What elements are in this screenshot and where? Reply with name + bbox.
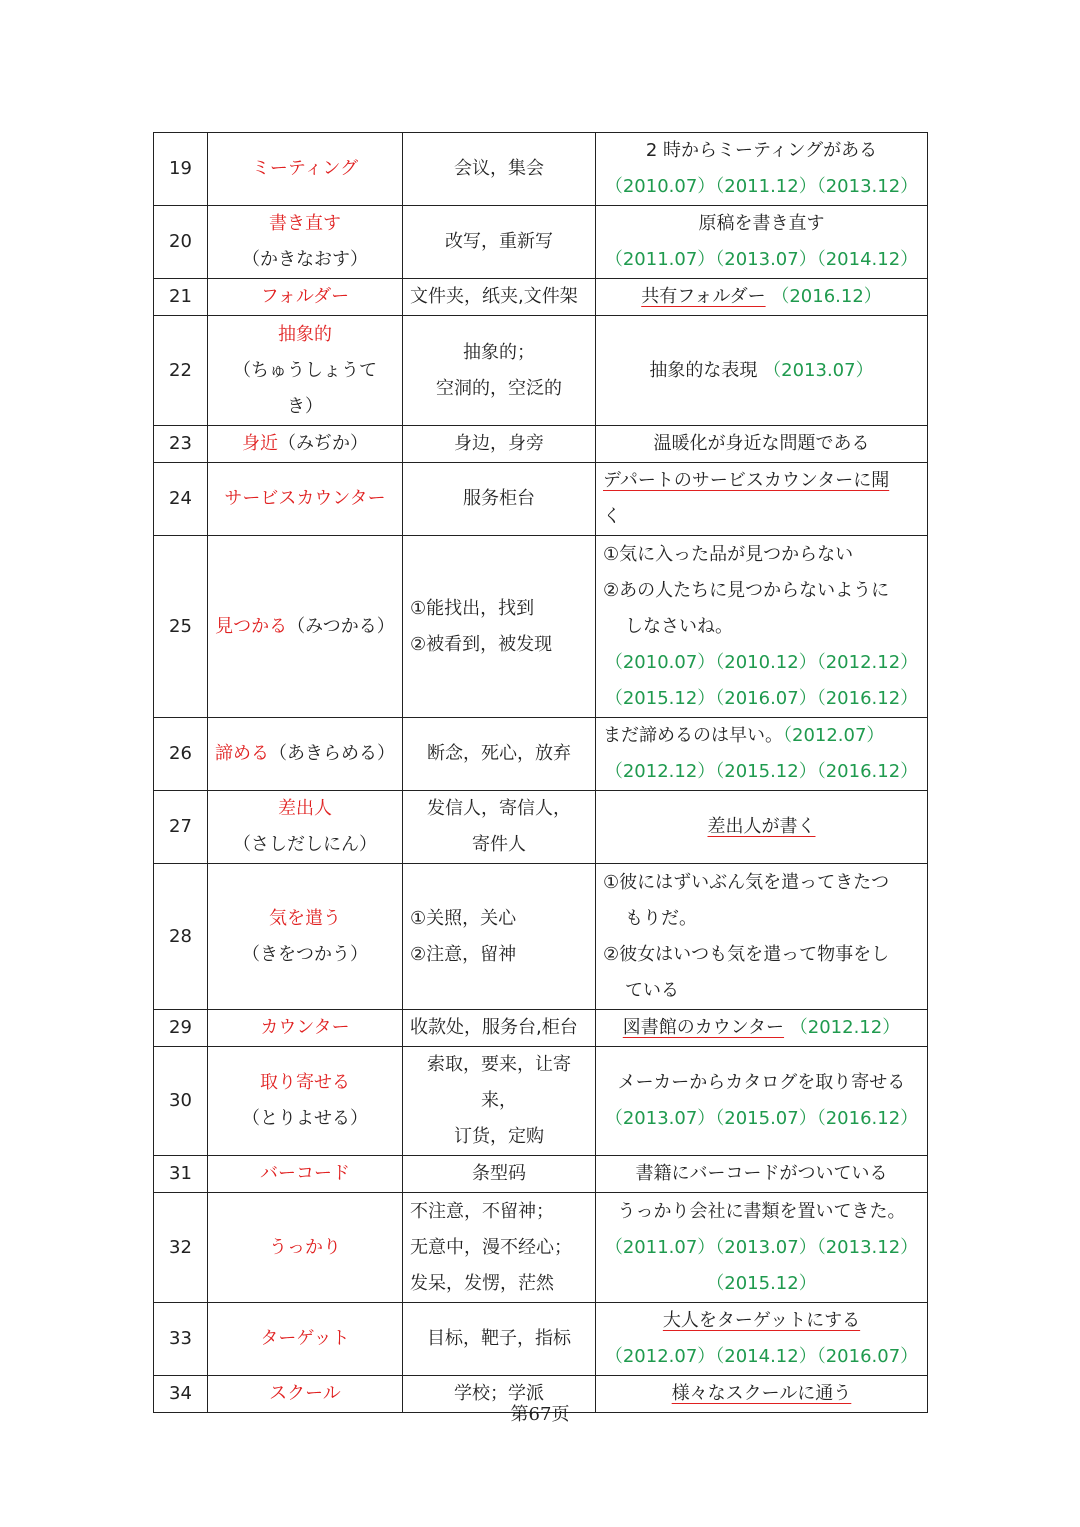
meaning-cell bbox=[403, 316, 596, 426]
exam-dates: （2011.07）（2013.07）（2013.12） bbox=[604, 1236, 919, 1258]
headword-cell bbox=[208, 133, 403, 206]
headword-reading: （きをつかう） bbox=[242, 943, 368, 965]
meaning-cell bbox=[403, 1047, 596, 1156]
headword: スクール bbox=[269, 1383, 341, 1404]
headword-cell bbox=[208, 864, 403, 1010]
row-number: 32 bbox=[154, 1193, 208, 1303]
headword-cell bbox=[208, 426, 403, 463]
meaning-cell bbox=[403, 1303, 596, 1376]
example-line: 図書館のカウンター bbox=[622, 1017, 785, 1038]
exam-dates: （2010.07）（2010.12）（2012.12） bbox=[604, 651, 919, 673]
meaning-cell bbox=[403, 1193, 596, 1303]
headword-reading: （とりよせる） bbox=[242, 1108, 368, 1129]
headword: カウンター bbox=[260, 1017, 350, 1038]
meaning-line: 会议，集会 bbox=[454, 158, 544, 179]
example-cell bbox=[596, 316, 928, 426]
table-row bbox=[154, 1193, 928, 1303]
row-number: 34 bbox=[154, 1376, 208, 1413]
example-line: 2 時からミーティングがある bbox=[645, 140, 878, 161]
meaning-line: 断念，死心，放弃 bbox=[427, 743, 571, 764]
headword: うっかり bbox=[269, 1236, 341, 1258]
meaning-cell bbox=[403, 206, 596, 279]
headword: 抽象的 bbox=[278, 323, 332, 345]
table-row bbox=[154, 426, 928, 463]
example-cell bbox=[596, 1047, 928, 1156]
example-line: もりだ。 bbox=[625, 907, 697, 929]
example-line: デパートのサービスカウンターに聞 bbox=[603, 470, 890, 491]
headword: 書き直す bbox=[269, 213, 341, 234]
meaning-line: 服务柜台 bbox=[463, 488, 535, 509]
meaning-cell bbox=[403, 718, 596, 791]
example-line: 大人をターゲットにする bbox=[662, 1310, 861, 1331]
table-row bbox=[154, 718, 928, 791]
exam-dates: （2012.07）（2014.12）（2016.07） bbox=[604, 1346, 919, 1367]
table-row bbox=[154, 279, 928, 316]
meaning-line: 无意中，漫不经心； bbox=[410, 1236, 572, 1258]
headword: 諦める bbox=[215, 743, 269, 764]
meaning-line: 发呆，发愣，茫然 bbox=[410, 1272, 554, 1294]
meaning-cell bbox=[403, 536, 596, 718]
meaning-line: 索取，要来，让寄来， bbox=[427, 1054, 571, 1111]
example-cell bbox=[596, 791, 928, 864]
example-line: ②彼女はいつも気を遣って物事をし bbox=[603, 943, 890, 965]
row-number: 25 bbox=[154, 536, 208, 718]
headword-cell bbox=[208, 1303, 403, 1376]
example-line: 差出人が書く bbox=[707, 816, 816, 837]
table-row bbox=[154, 133, 928, 206]
table-row bbox=[154, 1156, 928, 1193]
row-number: 31 bbox=[154, 1156, 208, 1193]
headword-reading: （ちゅうしょうて bbox=[233, 359, 377, 381]
meaning-line: ②被看到，被发现 bbox=[410, 633, 553, 655]
example-line: く bbox=[603, 506, 621, 527]
headword-cell bbox=[208, 1156, 403, 1193]
meaning-line: ①能找出，找到 bbox=[410, 597, 535, 619]
example-line: しなさいね。 bbox=[625, 615, 733, 637]
headword-cell bbox=[208, 1010, 403, 1047]
table-row bbox=[154, 791, 928, 864]
row-number: 26 bbox=[154, 718, 208, 791]
exam-dates: （2015.12）（2016.07）（2016.12） bbox=[604, 687, 919, 709]
headword-reading: （かきなおす） bbox=[242, 249, 368, 270]
example-line: 原稿を書き直す bbox=[698, 213, 825, 234]
table-row bbox=[154, 864, 928, 1010]
row-number: 23 bbox=[154, 426, 208, 463]
table-row bbox=[154, 1010, 928, 1047]
headword-cell bbox=[208, 463, 403, 536]
headword: 身近 bbox=[242, 433, 278, 454]
exam-dates: （2012.07） bbox=[783, 725, 885, 746]
meaning-line: 文件夹，纸夹,文件架 bbox=[410, 286, 578, 307]
meaning-line: 发信人，寄信人， bbox=[427, 798, 571, 819]
headword: 差出人 bbox=[278, 798, 332, 819]
headword-cell bbox=[208, 1193, 403, 1303]
exam-dates: （2011.07）（2013.07）（2014.12） bbox=[604, 249, 919, 270]
exam-dates: （2015.12） bbox=[706, 1272, 817, 1294]
example-cell bbox=[596, 1010, 928, 1047]
example-cell bbox=[596, 463, 928, 536]
exam-dates: （2016.12） bbox=[771, 286, 882, 307]
headword: バーコード bbox=[260, 1163, 350, 1184]
headword-reading: （さしだしにん） bbox=[233, 834, 377, 855]
headword-reading: （みぢか） bbox=[278, 433, 368, 454]
meaning-line: 改写，重新写 bbox=[445, 231, 553, 252]
headword-cell bbox=[208, 206, 403, 279]
headword-cell bbox=[208, 791, 403, 864]
headword: サービスカウンター bbox=[224, 488, 386, 509]
meaning-line: ②注意，留神 bbox=[410, 943, 517, 965]
meaning-cell bbox=[403, 463, 596, 536]
example-cell bbox=[596, 536, 928, 718]
meaning-cell bbox=[403, 1010, 596, 1047]
headword: 見つかる bbox=[215, 615, 288, 637]
headword-cell bbox=[208, 536, 403, 718]
meaning-cell bbox=[403, 133, 596, 206]
example-line: うっかり会社に書類を置いてきた。 bbox=[617, 1200, 906, 1222]
headword-cell bbox=[208, 718, 403, 791]
meaning-line: 身边，身旁 bbox=[454, 433, 544, 454]
row-number: 22 bbox=[154, 316, 208, 426]
table-row bbox=[154, 1047, 928, 1156]
row-number: 33 bbox=[154, 1303, 208, 1376]
meaning-line: 抽象的； bbox=[463, 341, 535, 363]
page-number: 第67页 bbox=[510, 1404, 570, 1425]
exam-dates: （2013.07） bbox=[763, 359, 874, 381]
example-line: ①気に入った品が見つからない bbox=[603, 543, 854, 565]
meaning-line: 学校；学派 bbox=[454, 1383, 544, 1404]
vocabulary-table bbox=[153, 132, 928, 1413]
table-row bbox=[154, 316, 928, 426]
example-line: 抽象的な表現 bbox=[649, 359, 758, 381]
example-line: ①彼にはずいぶん気を遣ってきたつ bbox=[603, 871, 890, 893]
headword-cell bbox=[208, 1047, 403, 1156]
headword: 気を遣う bbox=[269, 907, 341, 929]
example-line: 共有フォルダー bbox=[641, 286, 766, 307]
example-cell bbox=[596, 1156, 928, 1193]
meaning-line: 订货，定购 bbox=[454, 1126, 544, 1147]
example-cell bbox=[596, 279, 928, 316]
meaning-line: ①关照，关心 bbox=[410, 907, 517, 929]
meaning-cell bbox=[403, 1156, 596, 1193]
exam-dates: （2012.12）（2015.12）（2016.12） bbox=[604, 761, 919, 782]
row-number: 30 bbox=[154, 1047, 208, 1156]
headword-reading: （あきらめる） bbox=[269, 743, 395, 764]
meaning-line: 收款处，服务台,柜台 bbox=[410, 1017, 578, 1038]
meaning-cell bbox=[403, 791, 596, 864]
example-line: 温暖化が身近な問題である bbox=[653, 433, 870, 454]
row-number: 24 bbox=[154, 463, 208, 536]
meaning-line: 空洞的，空泛的 bbox=[436, 377, 562, 399]
meaning-cell bbox=[403, 279, 596, 316]
example-line: まだ諦めるのは早い。 bbox=[603, 725, 783, 746]
example-line: ている bbox=[625, 979, 679, 1001]
row-number: 28 bbox=[154, 864, 208, 1010]
meaning-line: 不注意，不留神； bbox=[410, 1200, 554, 1222]
headword: ターゲット bbox=[260, 1328, 350, 1349]
headword-cell bbox=[208, 279, 403, 316]
table-row bbox=[154, 1303, 928, 1376]
meaning-line: 寄件人 bbox=[472, 834, 526, 855]
meaning-cell bbox=[403, 426, 596, 463]
row-number: 27 bbox=[154, 791, 208, 864]
row-number: 21 bbox=[154, 279, 208, 316]
table-row bbox=[154, 206, 928, 279]
headword: 取り寄せる bbox=[260, 1072, 350, 1093]
example-cell bbox=[596, 1193, 928, 1303]
exam-dates: （2013.07）（2015.07）（2016.12） bbox=[604, 1108, 919, 1129]
example-line: メーカーからカタログを取り寄せる bbox=[617, 1072, 906, 1093]
exam-dates: （2010.07）（2011.12）（2013.12） bbox=[604, 176, 919, 197]
meaning-line: 条型码 bbox=[472, 1163, 526, 1184]
table-row bbox=[154, 536, 928, 718]
headword-cell bbox=[208, 316, 403, 426]
table-row bbox=[154, 463, 928, 536]
example-line: 書籍にバーコードがついている bbox=[635, 1163, 888, 1184]
example-cell bbox=[596, 1303, 928, 1376]
example-cell bbox=[596, 133, 928, 206]
row-number: 20 bbox=[154, 206, 208, 279]
row-number: 29 bbox=[154, 1010, 208, 1047]
meaning-line: 目标，靶子，指标 bbox=[427, 1328, 571, 1349]
example-line: ②あの人たちに見つからないように bbox=[603, 579, 890, 601]
example-cell bbox=[596, 718, 928, 791]
example-cell bbox=[596, 426, 928, 463]
row-number: 19 bbox=[154, 133, 208, 206]
headword: フォルダー bbox=[260, 286, 350, 307]
headword-reading-cont: き） bbox=[287, 395, 323, 417]
example-cell bbox=[596, 864, 928, 1010]
example-cell bbox=[596, 206, 928, 279]
example-line: 様々なスクールに通う bbox=[671, 1383, 852, 1404]
headword-reading: （みつかる） bbox=[287, 615, 395, 637]
headword: ミーティング bbox=[251, 158, 359, 179]
exam-dates: （2012.12） bbox=[789, 1017, 901, 1038]
meaning-cell bbox=[403, 864, 596, 1010]
